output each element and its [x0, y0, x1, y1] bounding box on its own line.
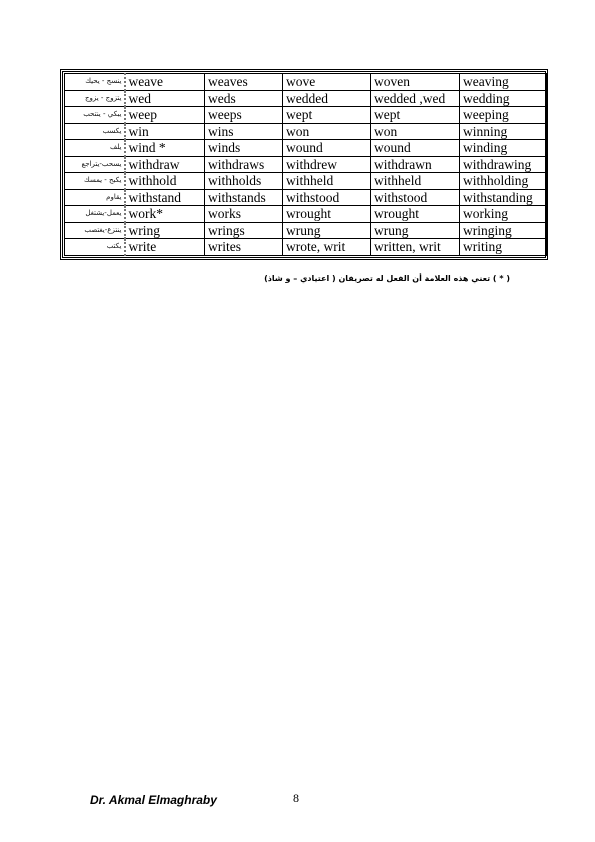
table-row: [65, 239, 547, 256]
past-tense-cell: withdrew: [283, 156, 371, 173]
arabic-meaning-cell: يكبح - يمسك: [65, 173, 125, 190]
arabic-meaning-cell: يسحب-يتراجع: [65, 156, 125, 173]
verb-table: [60, 69, 548, 260]
base-form-cell: wed: [125, 90, 205, 107]
present-participle-cell: weeping: [460, 107, 547, 124]
third-person-cell: weaves: [205, 74, 283, 91]
third-person-cell: weds: [205, 90, 283, 107]
past-participle-cell: wrought: [371, 206, 460, 223]
third-person-cell: withholds: [205, 173, 283, 190]
past-tense-cell: wrote, writ: [283, 239, 371, 256]
past-participle-cell: won: [371, 123, 460, 140]
present-participle-cell: weaving: [460, 74, 547, 91]
arabic-meaning-cell: ينتزع-يغتصب: [65, 222, 125, 239]
base-form-cell: withdraw: [125, 156, 205, 173]
third-person-cell: wrings: [205, 222, 283, 239]
arabic-meaning-cell: ينسج - يحيك: [65, 74, 125, 91]
past-participle-cell: withstood: [371, 189, 460, 206]
table-row: [65, 140, 547, 157]
past-tense-cell: withheld: [283, 173, 371, 190]
base-form-cell: write: [125, 239, 205, 256]
page-number: 8: [293, 791, 299, 805]
arabic-meaning-cell: يعمل-يشتغل: [65, 206, 125, 223]
past-participle-cell: wrung: [371, 222, 460, 239]
arabic-meaning-cell: يبكي - ينتحب: [65, 107, 125, 124]
footnote: ( * ) تعني هذه العلامة أن الفعل له تصريفان ( اعتيادي – و شاذ): [264, 274, 510, 283]
third-person-cell: works: [205, 206, 283, 223]
base-form-cell: weep: [125, 107, 205, 124]
past-tense-cell: withstood: [283, 189, 371, 206]
present-participle-cell: writing: [460, 239, 547, 256]
table-row: [65, 222, 547, 239]
base-form-cell: wring: [125, 222, 205, 239]
past-participle-cell: withheld: [371, 173, 460, 190]
present-participle-cell: winning: [460, 123, 547, 140]
third-person-cell: writes: [205, 239, 283, 256]
arabic-meaning-cell: يكسب: [65, 123, 125, 140]
table-row: [65, 123, 547, 140]
table-row: [65, 107, 547, 124]
arabic-meaning-cell: يقاوم: [65, 189, 125, 206]
third-person-cell: withdraws: [205, 156, 283, 173]
base-form-cell: win: [125, 123, 205, 140]
base-form-cell: wind *: [125, 140, 205, 157]
past-tense-cell: wrought: [283, 206, 371, 223]
past-participle-cell: withdrawn: [371, 156, 460, 173]
table-row: [65, 74, 547, 91]
table-row: [65, 189, 547, 206]
third-person-cell: winds: [205, 140, 283, 157]
present-participle-cell: withholding: [460, 173, 547, 190]
present-participle-cell: wedding: [460, 90, 547, 107]
past-tense-cell: wove: [283, 74, 371, 91]
table-row: [65, 156, 547, 173]
table-row: [65, 206, 547, 223]
past-tense-cell: won: [283, 123, 371, 140]
arabic-meaning-cell: يكتب: [65, 239, 125, 256]
past-tense-cell: wept: [283, 107, 371, 124]
base-form-cell: withhold: [125, 173, 205, 190]
past-tense-cell: wound: [283, 140, 371, 157]
past-participle-cell: wept: [371, 107, 460, 124]
past-participle-cell: written, writ: [371, 239, 460, 256]
present-participle-cell: withstanding: [460, 189, 547, 206]
present-participle-cell: wringing: [460, 222, 547, 239]
third-person-cell: withstands: [205, 189, 283, 206]
table-row: [65, 90, 547, 107]
arabic-meaning-cell: يلف: [65, 140, 125, 157]
table-row: [65, 173, 547, 190]
third-person-cell: weeps: [205, 107, 283, 124]
past-participle-cell: wound: [371, 140, 460, 157]
author-name: Dr. Akmal Elmaghraby: [90, 793, 217, 807]
present-participle-cell: working: [460, 206, 547, 223]
third-person-cell: wins: [205, 123, 283, 140]
past-tense-cell: wrung: [283, 222, 371, 239]
past-participle-cell: wedded ,wed: [371, 90, 460, 107]
present-participle-cell: winding: [460, 140, 547, 157]
base-form-cell: weave: [125, 74, 205, 91]
arabic-meaning-cell: يتزوج - يزوج: [65, 90, 125, 107]
past-tense-cell: wedded: [283, 90, 371, 107]
base-form-cell: work*: [125, 206, 205, 223]
base-form-cell: withstand: [125, 189, 205, 206]
present-participle-cell: withdrawing: [460, 156, 547, 173]
past-participle-cell: woven: [371, 74, 460, 91]
